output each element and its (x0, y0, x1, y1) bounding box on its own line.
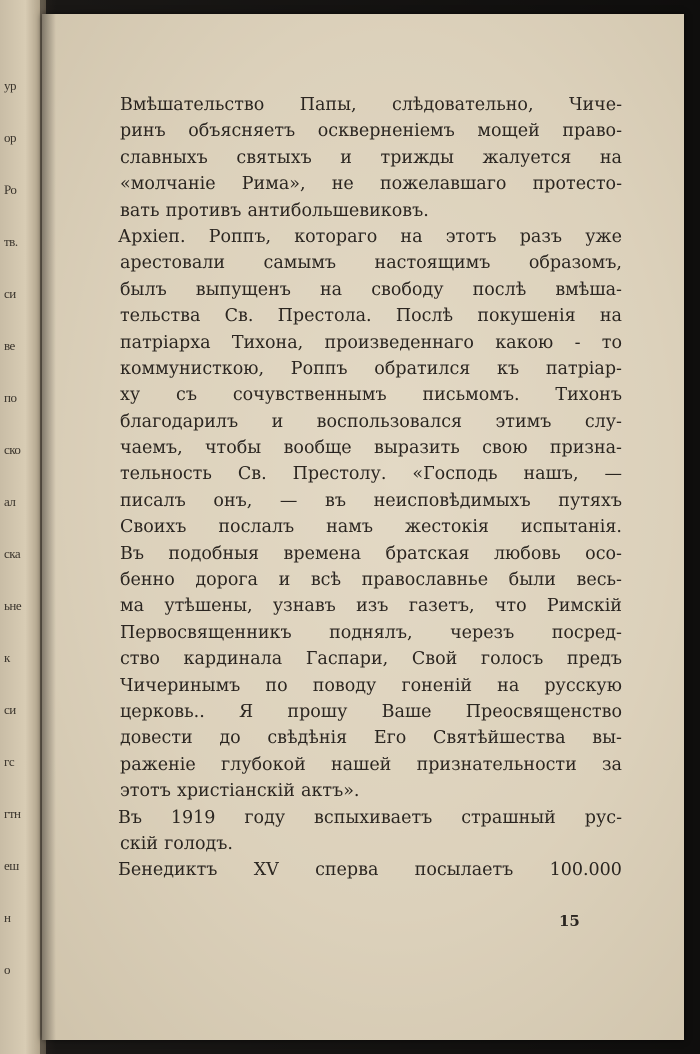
text-line: тельность Св. Престолу. «Господь нашъ, — (120, 464, 622, 485)
left-page-fragment: ор (4, 130, 16, 145)
text-line: коммунисткою, Роппъ обратился къ патріар- (120, 358, 622, 379)
text-line: ринъ объясняетъ оскверненіемъ мощей право- (120, 121, 622, 142)
text-line: ху съ сочувственнымъ письмомъ. Тихонъ (120, 385, 622, 406)
text-line: довести до свѣдѣнія Его Святѣйшества вы- (120, 728, 622, 749)
left-page-fragment: ско (4, 442, 21, 457)
text-line: Бенедиктъ XV сперва посылаетъ 100.000 (118, 860, 622, 881)
text-line: бенно дорога и всѣ православнье были весь- (120, 570, 622, 591)
text-line: вать противъ антибольшевиковъ. (120, 200, 429, 221)
text-line: писалъ онъ, — въ неисповѣдимыхъ путяхъ (120, 490, 622, 511)
text-line: благодарилъ и воспользовался этимъ слу- (120, 411, 622, 432)
text-line: Въ подобныя времена братская любовь осо- (120, 543, 622, 564)
left-page-fragment: ве (4, 338, 15, 353)
left-page-fragment: ур (4, 78, 16, 93)
text-line: патріарха Тихона, произведеннаго какою - то (120, 332, 622, 353)
text-line: «молчаніе Рима», не пожелавшаго протесто- (120, 174, 622, 195)
left-page-fragment: н (4, 910, 11, 925)
text-line: скій голодъ. (120, 833, 233, 854)
text-line: раженіе глубокой нашей признательности за (120, 754, 622, 775)
left-page-fragment: гтн (4, 806, 21, 821)
left-page-fragment: си (4, 286, 16, 301)
book-page (42, 14, 684, 1040)
text-line: тельства Св. Престола. Послѣ покушенія на (120, 306, 622, 327)
text-line: славныхъ святыхъ и трижды жалуется на (120, 147, 622, 168)
text-line: Чичеринымъ по поводу гоненій на русскую (120, 675, 622, 696)
text-line: ма утѣшены, узнавъ изъ газетъ, что Римскій (120, 596, 622, 617)
text-line: арестовали самымъ настоящимъ образомъ, (120, 253, 622, 274)
text-line: этотъ христіанскій актъ». (120, 781, 360, 802)
text-line: чаемъ, чтобы вообще выразить свою призна- (120, 438, 622, 459)
left-page-fragment: ал (4, 494, 16, 509)
text-line: былъ выпущенъ на свободу послѣ вмѣша- (120, 279, 622, 300)
text-line: Въ 1919 году вспыхиваетъ страшный рус- (118, 807, 622, 828)
text-line: Своихъ послалъ намъ жестокія испытанія. (120, 517, 622, 538)
page-number: 15 (559, 912, 580, 930)
left-page-fragment: ска (4, 546, 21, 561)
page-text (120, 92, 622, 884)
left-page-fragment: по (4, 390, 17, 405)
left-page-fragment: о (4, 962, 10, 977)
book-gutter-shadow (40, 0, 56, 1054)
text-line: Вмѣшательство Папы, слѣдовательно, Чиче- (120, 95, 622, 115)
text-line: Первосвященникъ поднялъ, черезъ посред- (120, 622, 622, 643)
left-page-fragment: еш (4, 858, 19, 873)
left-page-fragment: Ро (4, 182, 17, 197)
left-page-fragment: гс (4, 754, 15, 769)
text-line: Архіеп. Роппъ, котораго на этотъ разъ уже (118, 226, 622, 247)
left-page-fragment: тв. (4, 234, 18, 249)
left-page-fragment: си (4, 702, 16, 717)
text-line: церковь.. Я прошу Ваше Преосвященство (120, 701, 622, 722)
left-page-fragment: ьне (4, 598, 22, 613)
left-page-fragment: к (4, 650, 10, 665)
text-line: ство кардинала Гаспари, Свой голосъ предъ (120, 649, 622, 670)
